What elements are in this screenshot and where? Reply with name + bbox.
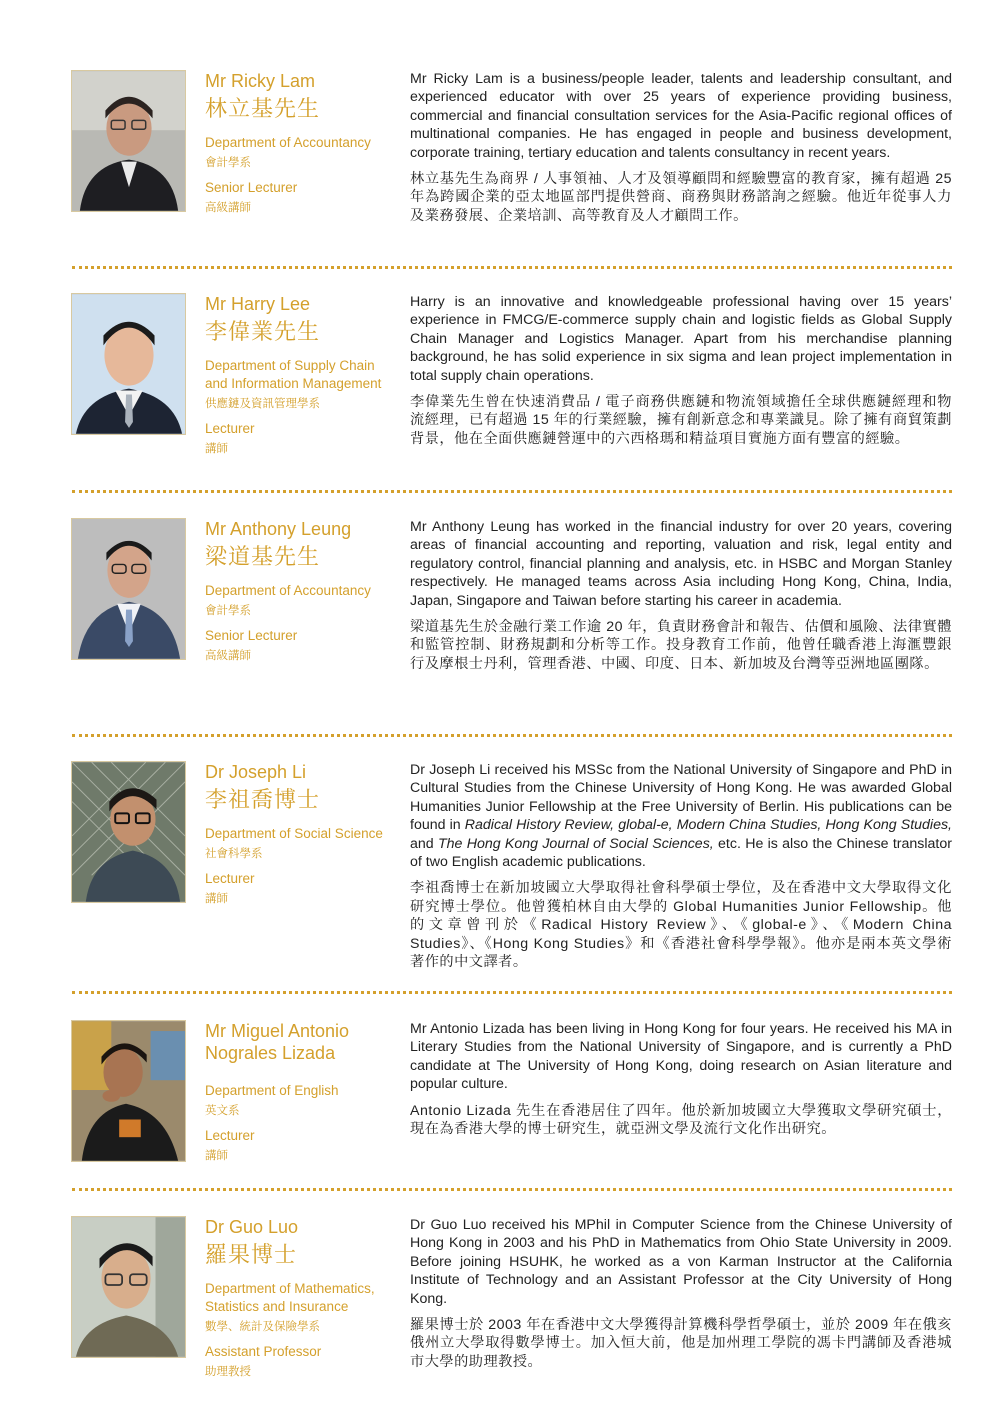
staff-meta [205,1020,375,1164]
portrait-photo [71,70,186,212]
bio-text: etc. He is also the Chinese translator of two English academic publications. [410,835,952,871]
bio-chinese: 李偉業先生曾在快速消費品 / 電子商務供應鏈和物流領域擔任全球供應鏈經理和物流經理，已有超過 15 年的行業經驗，擁有創新意念和專業識見。除了擁有商貿策劃背景，他在全面供應鏈營運中的六西格瑪和精益項目實施方面有豐富的經驗。 [410,394,952,447]
dotted-separator [72,991,952,994]
staff-title-zh: 助理教授 [205,1366,251,1378]
staff-title-zh: 講師 [205,893,228,905]
portrait-photo [71,761,186,903]
dotted-separator [72,266,952,269]
bio-english: Harry is an innovative and knowledgeable professional having over 15 years’ experience in FMCG/E-commerce supply chain and logistic fields as Global Supply Chain Manager and Logistics Manager. Apart from his merchandise planning background, he has solid experience in six sigma and lean project implementation in total supply chain operations. [410,294,952,384]
staff-department: Department of Social Science [205,826,383,841]
bio-chinese: 梁道基先生於金融行業工作逾 20 年，負責財務會計和報告、估價和風險、法律實體和監管控制、財務規劃和分析等工作。投身教育工作前，他曾任職香港上海滙豐銀行及摩根士丹利，管理香港、中國、印度、日本、新加坡及台灣等亞洲地區團隊。 [410,619,952,672]
bio-chinese: Antonio Lizada 先生在香港居住了四年。他於新加坡國立大學獲取文學研究碩士，現在為香港大學的博士研究生，就亞洲文學及流行文化作出研究。 [410,1102,952,1138]
bio-english [410,761,952,871]
staff-chinese-name: 羅果博士 [205,1242,298,1267]
publication-list: Radical History Review, global-e, Modern China Studies, Hong Kong Studies, [464,817,952,834]
staff-chinese-name: 林立基先生 [205,96,321,121]
staff-name: Mr Ricky Lam [205,71,316,91]
staff-title: Senior Lecturer [205,180,298,195]
staff-name: Dr Joseph Li [205,762,307,782]
staff-bio [410,1216,952,1371]
staff-department-zh: 會計學系 [205,157,251,169]
staff-department: Department of English [205,1083,339,1098]
staff-meta [205,761,400,907]
staff-department: Department of Supply Chain and Information Management [205,358,382,391]
staff-department-zh: 英文系 [205,1105,240,1117]
publication-list: The Hong Kong Journal of Social Sciences, [437,835,714,852]
staff-chinese-name: 李偉業先生 [205,319,321,344]
staff-chinese-name: 梁道基先生 [205,544,321,569]
staff-bio [410,761,952,971]
staff-bio [410,1020,952,1138]
staff-title: Lecturer [205,1128,255,1143]
staff-department: Department of Accountancy [205,135,371,150]
staff-title: Assistant Professor [205,1344,322,1359]
bio-english: Mr Antonio Lizada has been living in Hong Kong for four years. He received his MA in Literary Studies from the National University of Singapore, and is currently a PhD candidate at The University of Hong Kong, doing research on Asian literature and popular culture. [410,1021,952,1093]
staff-department: Department of Mathematics, Statistics and Insurance [205,1281,375,1314]
dotted-separator [72,490,952,493]
staff-title-zh: 講師 [205,443,228,455]
staff-department-zh: 數學、統計及保險學系 [205,1321,320,1333]
staff-bio [410,293,952,448]
staff-chinese-name: 李祖喬博士 [205,787,321,812]
staff-bio [410,70,952,225]
portrait-photo [71,1216,186,1358]
staff-title: Lecturer [205,871,255,886]
staff-title-zh: 高級講師 [205,650,251,662]
staff-title-zh: 講師 [205,1150,228,1162]
bio-text: Dr Joseph Li received his MSSc from the National University of Singapore and PhD in Cultural Studies from the Chinese University of Hong Kong. He was awarded Global Humanities Junior Fellowship at the Free University of Berlin. His publications can be found in [410,762,952,834]
portrait-photo [71,293,186,435]
staff-department-zh: 會計學系 [205,605,251,617]
staff-bio [410,518,952,673]
portrait-photo [71,1020,186,1162]
bio-chinese: 羅果博士於 2003 年在香港中文大學獲得計算機科學哲學碩士，並於 2009 年在俄亥俄州立大學取得數學博士。加入恒大前，他是加州理工學院的馮卡門講師及香港城市大學的助理教授。 [410,1317,952,1370]
staff-department-zh: 供應鏈及資訊管理學系 [205,398,320,410]
staff-name: Mr Anthony Leung [205,519,352,539]
bio-english: Dr Guo Luo received his MPhil in Computer Science from the Chinese University of Hong Kong in 2003 and his PhD in Mathematics from Ohio State University in 2009. Before joining HSUHK, he worked as a von Karman Instructor at the California Institute of Technology and an Assistant Professor at the City University of Hong Kong. [410,1217,952,1307]
staff-department-zh: 社會科學系 [205,848,263,860]
bio-chinese: 李祖喬博士在新加坡國立大學取得社會科學碩士學位，及在香港中文大學取得文化研究博士學位。他曾獲柏林自由大學的 Global Humanities Junior Fellowship。他的文章曾刊於《Radical History Review》、《global-e》、《Modern China Studies》、《Hong Kong Studies》和《香港社會科學學報》。他亦是兩本英文學術著作的中文譯者。 [410,880,952,971]
staff-title-zh: 高級講師 [205,202,251,214]
bio-chinese: 林立基先生為商界 / 人事領袖、人才及領導顧問和經驗豐富的教育家，擁有超過 25 年為跨國企業的亞太地區部門提供營商、商務與財務諮詢之經驗。他近年從事人力及業務發展、企業培訓、高等教育及人才顧問工作。 [410,171,952,224]
staff-meta [205,70,400,216]
staff-title: Lecturer [205,421,255,436]
bio-text: and [410,835,438,852]
portrait-photo [71,518,186,660]
staff-department: Department of Accountancy [205,583,371,598]
staff-title: Senior Lecturer [205,628,298,643]
staff-meta [205,1216,400,1380]
staff-meta [205,293,400,457]
bio-english: Mr Ricky Lam is a business/people leader, talents and leadership consultant, and experienced educator with over 25 years of experience providing business, commercial and financial consultation services for the Asia-Pacific regional offices of multinational companies. He has engaged in people and business development, corporate training, tertiary education and talents consultancy in recent years. [410,71,952,161]
dotted-separator [72,1188,952,1191]
staff-name: Mr Miguel Antonio Nograles Lizada [205,1021,350,1063]
staff-name: Mr Harry Lee [205,294,311,314]
staff-meta [205,518,400,664]
bio-english: Mr Anthony Leung has worked in the financial industry for over 20 years, covering areas of financial accounting and reporting, valuation and risk, legal entity and regulatory control, financial planning and analysis, etc. in HSBC and Morgan Stanley respectively. He managed teams across Asia including Hong Kong, China, India, Japan, Singapore and Taiwan before starting his career in academia. [410,519,952,609]
dotted-separator [72,734,952,737]
staff-name: Dr Guo Luo [205,1217,299,1237]
